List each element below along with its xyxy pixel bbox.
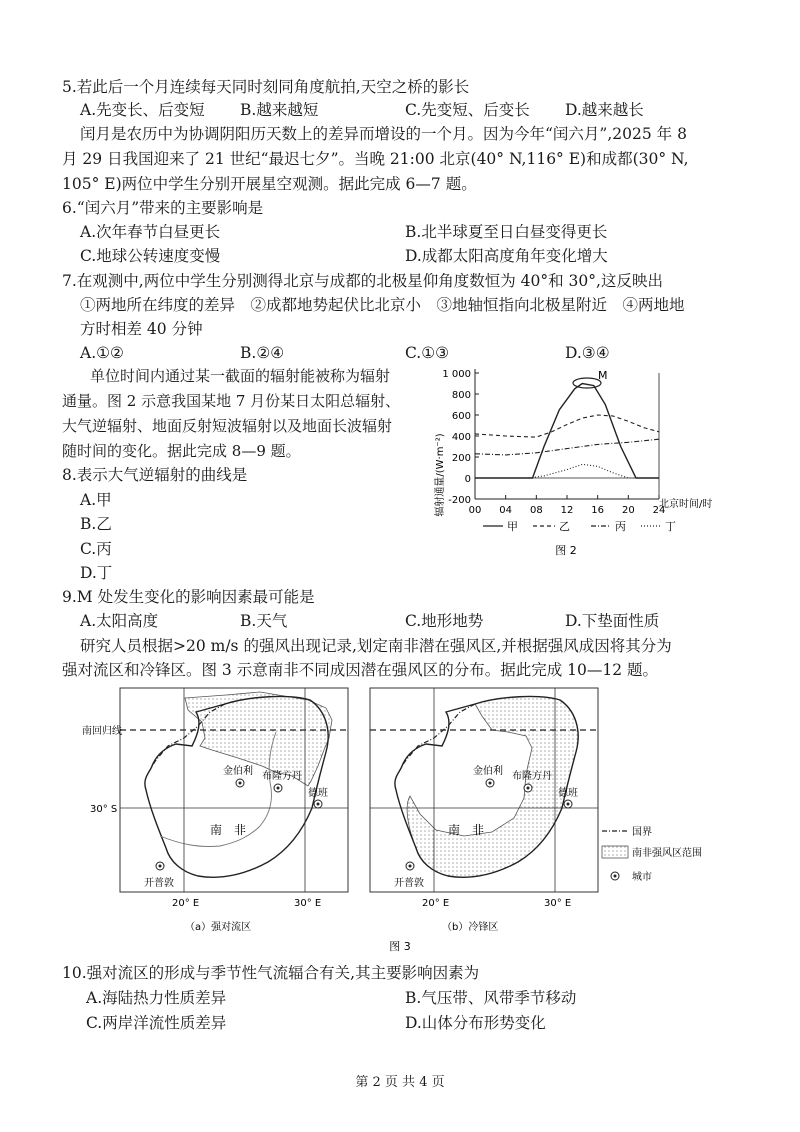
x-tick-label: 04 [499, 505, 513, 516]
q9-option-b: B.天气 [240, 612, 288, 630]
q7-option-b: B.②④ [240, 344, 285, 362]
series-line-3 [475, 464, 659, 478]
map-b-city-capetown-label: 开普敦 [394, 878, 424, 889]
q10-option-b: B.气压带、风带季节移动 [405, 989, 577, 1007]
passage2-line4: 随时间的变化。据此完成 8—9 题。 [62, 442, 301, 460]
figure2-caption: 图 2 [555, 544, 577, 557]
q8-stem: 8.表示大气逆辐射的曲线是 [62, 466, 248, 484]
passage2-line2: 通量。图 2 示意我国某地 7 月份某日太阳总辐射、 [62, 392, 401, 410]
passage2-line3: 大气逆辐射、地面反射短波辐射以及地面长波辐射 [62, 417, 393, 435]
m-marker-label: M [598, 369, 608, 382]
legend-bing: 丙 [615, 520, 626, 533]
legend-border: 国界 [632, 827, 652, 838]
page-footer: 第 2 页 共 4 页 [355, 1075, 445, 1090]
x-tick-label: 20 [621, 505, 635, 516]
q7-option-c: C.①③ [405, 344, 450, 362]
q8-option-b: B.乙 [80, 515, 112, 533]
q10-option-c: C.两岸洋流性质差异 [86, 1014, 227, 1032]
y-tick-label: 800 [451, 390, 471, 401]
q7-items-line1: ①两地所在纬度的差异 ②成都地势起伏比北京小 ③地轴恒指向北极星附近 ④两地地 [80, 296, 685, 314]
q5-option-d: D.越来越长 [565, 101, 644, 119]
q9-option-c: C.地形地势 [405, 612, 484, 630]
y-tick-label: 1 000 [442, 369, 471, 380]
y-tick-label: -200 [448, 495, 471, 506]
passage3-line1: 研究人员根据>20 m/s 的强风出现记录,划定南非潜在强风区,并根据强风成因将其分为 [80, 637, 672, 655]
q6-stem: 6.“闰六月”带来的主要影响是 [62, 199, 264, 217]
map-a-tropic-label: 南回归线 [82, 726, 122, 737]
q9-stem: 9.M 处发生变化的影响因素最可能是 [62, 588, 315, 606]
q6-option-d: D.成都太阳高度角年变化增大 [405, 247, 608, 265]
map-a-country: 南 非 [210, 823, 247, 837]
map-a-lon-30: 30° E [294, 898, 322, 909]
map-legend [602, 826, 702, 883]
x-tick-label: 12 [560, 505, 574, 516]
q9-option-a: A.太阳高度 [80, 612, 159, 630]
q5-option-b: B.越来越短 [240, 101, 319, 119]
map-a-caption: （a）强对流区 [185, 922, 252, 933]
map-b-city-bloemfontein-label: 布隆方丹 [512, 771, 552, 782]
q10-stem: 10.强对流区的形成与季节性气流辐合有关,其主要影响因素为 [62, 964, 480, 982]
q10-option-a: A.海陆热力性质差异 [86, 989, 227, 1007]
passage1-line3: 105° E)两位中学生分别开展星空观测。据此完成 6—7 题。 [62, 175, 477, 193]
map-b-caption: （b）冷锋区 [442, 922, 499, 933]
map-b-cold-front [370, 688, 598, 933]
q8-option-a: A.甲 [80, 491, 112, 509]
q8-option-d: D.丁 [80, 564, 113, 582]
m-marker-ellipse [573, 378, 601, 388]
chart-legend [483, 520, 676, 533]
map-b-country: 南 非 [448, 823, 485, 837]
map-a-lat-label: 30° S [90, 804, 118, 815]
y-tick-label: 600 [451, 411, 471, 422]
q5-option-c: C.先变短、后变长 [405, 101, 530, 119]
q6-option-b: B.北半球夏至日白昼变得更长 [405, 223, 608, 241]
x-tick-label: 16 [591, 505, 605, 516]
x-tick-label: 08 [529, 505, 543, 516]
series-line-0 [475, 384, 659, 479]
q7-option-d: D.③④ [565, 344, 610, 362]
q6-option-c: C.地球公转速度变慢 [80, 247, 221, 265]
chart-ylabel: 辐射通量/(W·m⁻²) [435, 433, 446, 517]
q7-items-line2: 方时相差 40 分钟 [80, 320, 203, 338]
x-tick-label: 24 [652, 505, 666, 516]
figure3-caption: 图 3 [389, 940, 411, 953]
radiation-flux-chart [405, 355, 715, 565]
legend-ding: 丁 [665, 520, 676, 533]
legend-jia: 甲 [507, 520, 518, 533]
y-tick-label: 400 [451, 432, 471, 443]
x-tick-label: 00 [468, 505, 482, 516]
passage3-line2: 强对流区和冷锋区。图 3 示意南非不同成因潜在强风区的分布。据此完成 10—12 题。 [62, 661, 659, 679]
chart-xlabel: 北京时间/时 [659, 499, 713, 510]
q7-option-a: A.①② [80, 344, 124, 362]
map-b-lon-20: 20° E [422, 898, 450, 909]
map-b-city-durban-label: 德班 [558, 788, 578, 799]
legend-yi: 乙 [559, 520, 570, 533]
y-tick-label: 200 [451, 453, 471, 464]
map-a-city-capetown-label: 开普敦 [144, 878, 174, 889]
series-line-2 [475, 439, 659, 455]
passage1-line1: 闰月是农历中为协调阴阳历天数上的差异而增设的一个月。因为今年“闰六月”,2025 年 8 [80, 125, 687, 143]
legend-city: 城市 [632, 872, 652, 883]
series-line-1 [475, 415, 659, 437]
legend-strong-wind: 南非强风区范围 [632, 848, 702, 859]
passage1-line2: 月 29 日我国迎来了 21 世纪“最迟七夕”。当晚 21:00 北京(40° N,116° E)和成都(30° N, [62, 150, 689, 168]
passage2-line1: 单位时间内通过某一截面的辐射能被称为辐射 [90, 367, 391, 385]
q7-stem: 7.在观测中,两位中学生分别测得北京与成都的北极星仰角度数恒为 40°和 30°,这反映出 [62, 272, 663, 290]
q6-option-a: A.次年春节白昼更长 [80, 223, 221, 241]
map-b-city-kimberley-label: 金伯利 [473, 766, 503, 777]
south-africa-maps [80, 686, 720, 954]
q5-stem: 5.若此后一个月连续每天同时刻同角度航拍,天空之桥的影长 [62, 78, 470, 96]
map-a-city-bloemfontein-label: 布隆方丹 [262, 771, 302, 782]
map-b-lon-30: 30° E [544, 898, 572, 909]
map-a-city-kimberley-label: 金伯利 [223, 766, 253, 777]
q8-option-c: C.丙 [80, 540, 112, 558]
q10-option-d: D.山体分布形势变化 [405, 1014, 546, 1032]
y-tick-label: 0 [464, 474, 471, 485]
map-a-strong-convection [82, 688, 348, 933]
map-a-lon-20: 20° E [172, 898, 200, 909]
map-a-city-durban-label: 德班 [308, 788, 328, 799]
q9-option-d: D.下垫面性质 [565, 612, 660, 630]
q5-option-a: A.先变长、后变短 [80, 101, 205, 119]
